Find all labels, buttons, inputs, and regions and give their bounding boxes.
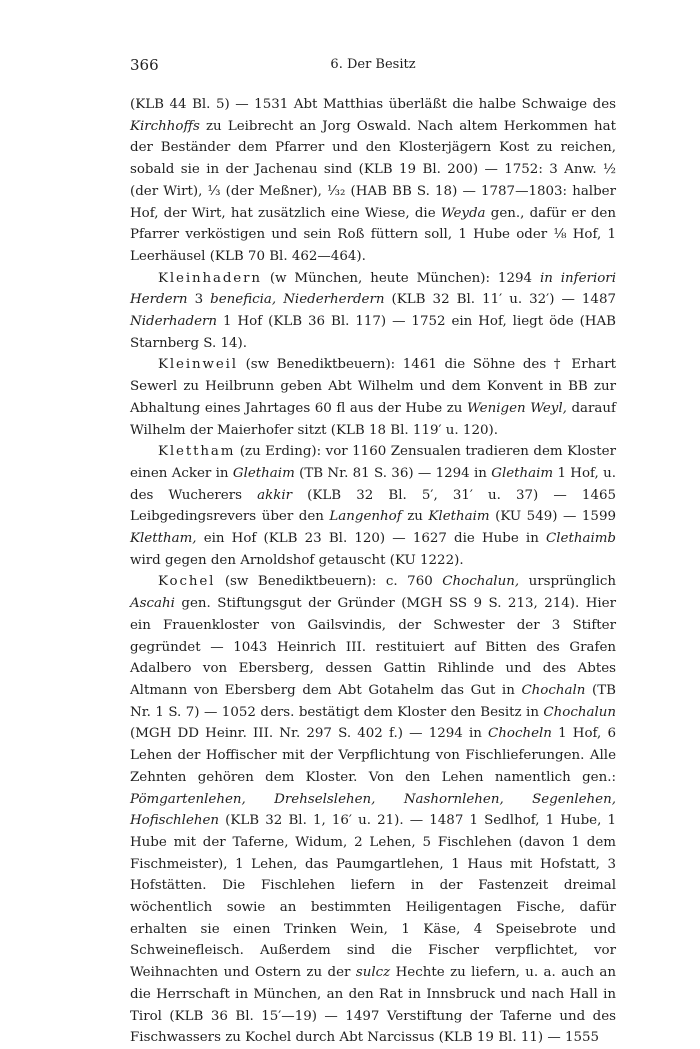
paragraph-klettham bbox=[130, 441, 616, 571]
text-segment: (KLB 32 Bl. 1, 16′ u. 21). — 1487 1 Sedlhof, 1 Hube, 1 Hube mit der Taferne, Widum, 2 Lehen, 5 Fischlehen (davon 1 dem Fischmeister), 1 Lehen, das Paumgartlehen, 1 Haus mit Hofstatt, 3 Hofstätten. Die Fischlehen liefern in der Fastenzeit dreimal wöchentlich sowie an bestimmten Heiligentagen Fische, dafür erhalten sie einen Trinken Wein, 1 Käse, 4 Speisebrote und Schweinefleisch. Außerdem sind die Fischer verpflichtet, vor Weihnachten und Ostern zu der bbox=[130, 813, 616, 981]
text-segment: (KU 549) — 1599 bbox=[489, 509, 616, 525]
italic-text: Glethaim bbox=[491, 465, 554, 481]
text-segment: zu bbox=[401, 509, 429, 525]
text-segment: (MGH DD Heinr. III. Nr. 297 S. 402 f.) — 1294 in bbox=[130, 726, 489, 742]
paragraph-kochel bbox=[130, 571, 616, 1048]
italic-text: Pömgartenlehen, Drehselslehen, Nashornlehen, Segenlehen, Hofischlehen bbox=[130, 791, 616, 829]
entry-headword: Klettham bbox=[158, 444, 236, 460]
page-header bbox=[130, 56, 616, 78]
paragraph-kleinweil bbox=[130, 354, 616, 441]
italic-text: sulcz bbox=[355, 965, 391, 981]
entry-headword: Kleinweil bbox=[158, 357, 238, 373]
italic-text: Langenhof bbox=[329, 509, 402, 525]
italic-text: Wenigen Weyl, bbox=[467, 400, 567, 416]
entry-headword: Kleinhadern bbox=[158, 270, 262, 286]
text-segment: (KLB 44 Bl. 5) — 1531 Abt Matthias überläßt die halbe Schwaige des bbox=[130, 97, 616, 112]
text-segment: (sw Benediktbeuern): c. 760 bbox=[215, 574, 443, 590]
body-text bbox=[130, 94, 616, 1049]
text-segment: gen., dafür er den Pfarrer verköstigen und sein Roß füttern soll, 1 Hube oder ⅛ Hof, 1 Leerhäusel (KLB 70 Bl. 462—464). bbox=[130, 205, 616, 264]
italic-text: Klettham, bbox=[130, 531, 197, 547]
text-segment: (sw Benediktbeuern): 1461 die Söhne des † Erhart Sewerl zu Heilbrunn geben Abt Wilhelm und dem Konvent in BB zur Abhaltung eines Jahrtages 60 fl aus der Hube zu bbox=[130, 357, 616, 416]
italic-text: akkir bbox=[257, 487, 293, 503]
text-segment: Hechte zu liefern, u. a. auch an die Herrschaft in München, an den Rat in Innsbruck und nach Hall in Tirol (KLB 36 Bl. 15′—19) — 1497 Verstiftung der Taferne und des Fischwassers zu Kochel durch Abt Narcissus (KLB 19 Bl. 11) — 1555 bbox=[130, 965, 616, 1046]
text-segment: (w München, heute München): 1294 bbox=[261, 270, 540, 286]
text-segment: 1 Hof (KLB 36 Bl. 117) — 1752 ein Hof, liegt öde (HAB Starnberg S. 14). bbox=[130, 314, 616, 351]
text-segment: darauf Wilhelm der Maierhofer sitzt (KLB 18 Bl. 119′ u. 120). bbox=[130, 400, 616, 438]
italic-text: Chochalun bbox=[543, 704, 616, 720]
italic-text: Ascahi bbox=[130, 596, 175, 612]
italic-text: Weyda bbox=[440, 205, 486, 221]
paragraph-kleinhadern bbox=[130, 268, 616, 355]
text-segment: ein Hof (KLB 23 Bl. 120) — 1627 die Hube in bbox=[196, 531, 546, 547]
text-segment: wird gegen den Arnoldshof getauscht (KU 1222). bbox=[130, 552, 464, 568]
italic-text: Glethaim bbox=[232, 465, 295, 481]
italic-text: Chochaln bbox=[521, 682, 586, 698]
italic-text: in inferiori Herdern bbox=[130, 270, 616, 308]
running-title: 6. Der Besitz bbox=[330, 57, 416, 72]
italic-text: Clethaimb bbox=[546, 531, 616, 547]
text-segment: (TB Nr. 1 S. 7) — 1052 ders. bestätigt dem Kloster den Besitz in bbox=[130, 682, 616, 720]
italic-text: Chochalun, bbox=[442, 574, 520, 590]
text-segment: 1 Hof, 6 Lehen der Hoffischer mit der Verpflichtung von Fischlieferungen. Alle Zehnten gehören dem Kloster. Von den Lehen namentlich gen.: bbox=[130, 726, 616, 785]
text-segment: (zu Erding): vor 1160 Zensualen tradieren dem Kloster einen Acker in bbox=[130, 444, 616, 481]
text-segment: 3 bbox=[187, 292, 211, 308]
text-segment: (KLB 32 Bl. 5′, 31′ u. 37) — 1465 Leibgedingsrevers über den bbox=[130, 487, 616, 525]
italic-text: Chocheln bbox=[488, 726, 552, 742]
text-segment: 1 Hof, u. des Wucherers bbox=[130, 465, 616, 503]
paragraph-continuation bbox=[130, 94, 616, 268]
page-number: 366 bbox=[130, 56, 159, 74]
entry-headword: Kochel bbox=[158, 574, 216, 590]
italic-text: Klethaim bbox=[428, 509, 490, 525]
text-segment: ursprünglich bbox=[519, 574, 616, 590]
text-segment: (TB Nr. 81 S. 36) — 1294 in bbox=[294, 465, 492, 481]
italic-text: Niderhadern bbox=[130, 314, 218, 330]
text-segment: gen. Stiftungsgut der Gründer (MGH SS 9 S. 213, 214). Hier ein Frauenkloster von Gailsvindis, der Schwester der 3 Stifter gegründet — 1043 Heinrich III. restituiert auf Bitten des Grafen Adalbero von Ebersberg, dessen Gattin Rihlinde und des Abtes Altmann von Ebersberg dem Abt Gotahelm das Gut in bbox=[130, 596, 616, 698]
italic-text: beneficia, Niederherdern bbox=[210, 292, 385, 308]
text-segment: zu Leibrecht an Jorg Oswald. Nach altem Herkommen hat der Beständer dem Pfarrer und den Klosterjägern Kost zu reichen, sobald sie in der Jachenau sind (KLB 19 Bl. 200) — 1752: 3 Anw. ½ (der Wirt), ⅓ (der Meßner), ¹⁄₃₂ (HAB BB S. 18) — 1787—1803: halber Hof, der Wirt, hat zusätzlich eine Wiese, die bbox=[130, 118, 616, 221]
italic-text: Kirchhoffs bbox=[130, 118, 200, 134]
text-segment: (KLB 32 Bl. 11′ u. 32′) — 1487 bbox=[384, 292, 616, 308]
